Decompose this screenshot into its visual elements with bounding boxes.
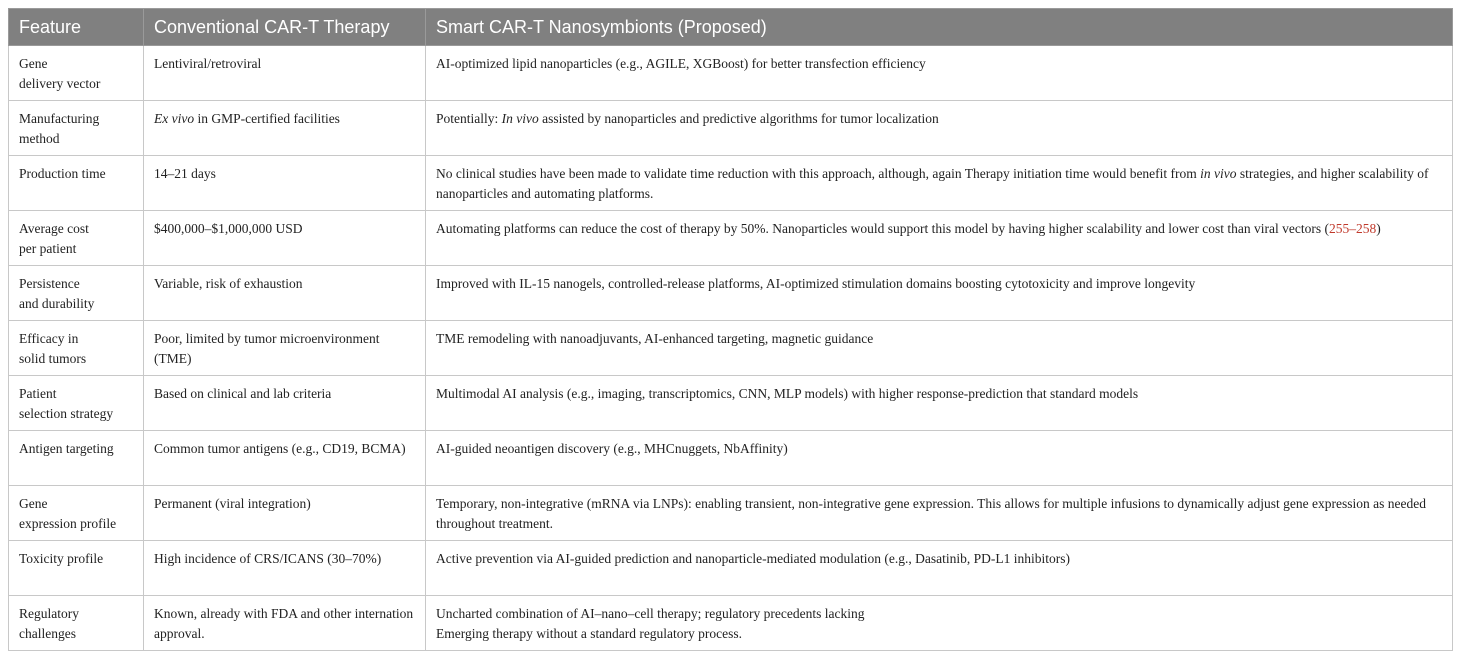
feature-label: Average cost (19, 221, 89, 236)
cell-text: $400,000–$1,000,000 USD (154, 221, 303, 236)
conventional-cell (144, 376, 426, 431)
smart-paragraph (436, 219, 1442, 239)
cell-text: High incidence of CRS/ICANS (30–70%) (154, 551, 382, 566)
smart-paragraph (436, 439, 1442, 459)
smart-cell (426, 101, 1453, 156)
smart-paragraph (436, 384, 1442, 404)
cell-text: Poor, limited by tumor microenvironment (TME) (154, 331, 380, 366)
feature-cell (9, 376, 144, 431)
feature-cell (9, 541, 144, 596)
smart-paragraph (436, 604, 1442, 624)
feature-label: solid tumors (19, 350, 87, 366)
cell-text: Lentiviral/retroviral (154, 56, 262, 71)
cell-text: 14–21 days (154, 166, 216, 181)
cell-text: Based on clinical and lab criteria (154, 386, 332, 401)
feature-cell (9, 321, 144, 376)
cell-text: Permanent (viral integration) (154, 496, 311, 511)
italic-text: in vivo (1200, 166, 1237, 181)
table-row (9, 321, 1453, 376)
conventional-cell (144, 431, 426, 486)
conventional-cell (144, 211, 426, 266)
cell-text: Common tumor antigens (e.g., CD19, BCMA) (154, 441, 406, 456)
feature-label: and durability (19, 295, 95, 311)
cell-text: Improved with IL-15 nanogels, controlled-release platforms, AI-optimized stimulation domains boosting cytotoxicity and improve longevity (436, 276, 1196, 291)
feature-label: selection strategy (19, 405, 114, 421)
feature-cell (9, 46, 144, 101)
cell-text: AI-guided neoantigen discovery (e.g., MHCnuggets, NbAffinity) (436, 441, 788, 456)
smart-paragraph (436, 549, 1442, 569)
conventional-cell (144, 486, 426, 541)
italic-text: Ex vivo (154, 111, 195, 126)
feature-label: Efficacy in (19, 331, 79, 346)
feature-cell (9, 156, 144, 211)
feature-label: Regulatory (19, 606, 79, 621)
table-row (9, 211, 1453, 266)
conventional-cell (144, 46, 426, 101)
comparison-table (8, 8, 1453, 651)
italic-text: In vivo (501, 111, 539, 126)
smart-cell (426, 431, 1453, 486)
table-row (9, 46, 1453, 101)
header-smart: Smart CAR-T Nanosymbionts (Proposed) (426, 9, 1453, 46)
smart-paragraph (436, 624, 1442, 644)
feature-cell (9, 266, 144, 321)
table-row (9, 486, 1453, 541)
table-row (9, 596, 1453, 651)
feature-label: Toxicity profile (19, 551, 104, 566)
header-row (9, 9, 1453, 46)
feature-label: Antigen targeting (19, 441, 114, 456)
table-row (9, 266, 1453, 321)
feature-cell (9, 431, 144, 486)
cell-text: No clinical studies have been made to validate time reduction with this approach, although, again Therapy initiation time would benefit from (436, 166, 1201, 181)
cell-text: TME remodeling with nanoadjuvants, AI-enhanced targeting, magnetic guidance (436, 331, 874, 346)
feature-label: delivery vector (19, 75, 101, 91)
smart-cell (426, 321, 1453, 376)
feature-label: expression profile (19, 515, 117, 531)
feature-label: Gene (19, 56, 48, 71)
feature-label: challenges (19, 625, 76, 641)
smart-cell (426, 596, 1453, 651)
cell-text: Multimodal AI analysis (e.g., imaging, transcriptomics, CNN, MLP models) with higher response-prediction that standard models (436, 386, 1139, 401)
smart-paragraph (436, 54, 1442, 74)
smart-cell (426, 541, 1453, 596)
cell-text: Emerging therapy without a standard regulatory process. (436, 625, 743, 641)
table-row (9, 431, 1453, 486)
cell-text: Known, already with FDA and other internation approval. (154, 606, 414, 641)
table-row (9, 156, 1453, 211)
smart-paragraph (436, 164, 1442, 203)
smart-paragraph (436, 274, 1442, 294)
smart-paragraph (436, 494, 1442, 533)
smart-paragraph (436, 329, 1442, 349)
conventional-cell (144, 101, 426, 156)
table-header (9, 9, 1453, 46)
table-body (9, 46, 1453, 651)
cell-text: Temporary, non-integrative (mRNA via LNPs): enabling transient, non-integrative gene expression. This allows for multiple infusions to dynamically adjust gene expression as needed throughout treatment. (436, 496, 1426, 531)
citation-reference: 255–258 (1329, 221, 1377, 236)
feature-label: Manufacturing (19, 111, 100, 126)
smart-cell (426, 376, 1453, 431)
table-row (9, 101, 1453, 156)
cell-text: Uncharted combination of AI–nano–cell therapy; regulatory precedents lacking (436, 606, 865, 621)
cell-text: Variable, risk of exhaustion (154, 276, 303, 291)
header-conventional: Conventional CAR-T Therapy (144, 9, 426, 46)
table-row (9, 376, 1453, 431)
smart-cell (426, 486, 1453, 541)
smart-cell (426, 46, 1453, 101)
feature-cell (9, 486, 144, 541)
feature-label: Production time (19, 166, 106, 181)
cell-text: Automating platforms can reduce the cost of therapy by 50%. Nanoparticles would support this model by having higher scalability and lower cost than viral vectors ( (436, 221, 1330, 236)
smart-paragraph (436, 109, 1442, 129)
conventional-cell (144, 541, 426, 596)
cell-text: Potentially: (436, 111, 502, 126)
feature-label: per patient (19, 240, 77, 256)
header-feature: Feature (9, 9, 144, 46)
feature-cell (9, 211, 144, 266)
table-row (9, 541, 1453, 596)
conventional-cell (144, 321, 426, 376)
feature-label: Persistence (19, 276, 80, 291)
cell-text: ) (1376, 221, 1381, 236)
conventional-cell (144, 596, 426, 651)
feature-label: Gene (19, 496, 48, 511)
feature-cell (9, 596, 144, 651)
cell-text: strategies, and higher scalability of nanoparticles and automating platforms. (436, 166, 1429, 201)
smart-cell (426, 211, 1453, 266)
conventional-cell (144, 156, 426, 211)
feature-label: Patient (19, 386, 57, 401)
conventional-cell (144, 266, 426, 321)
cell-text: in GMP-certified facilities (194, 111, 340, 126)
cell-text: assisted by nanoparticles and predictive algorithms for tumor localization (538, 111, 939, 126)
cell-text: Active prevention via AI-guided prediction and nanoparticle-mediated modulation (e.g., Dasatinib, PD-L1 inhibitors) (436, 551, 1070, 566)
feature-label: method (19, 130, 60, 146)
feature-cell (9, 101, 144, 156)
cell-text: AI-optimized lipid nanoparticles (e.g., AGILE, XGBoost) for better transfection efficiency (436, 56, 926, 71)
smart-cell (426, 156, 1453, 211)
smart-cell (426, 266, 1453, 321)
